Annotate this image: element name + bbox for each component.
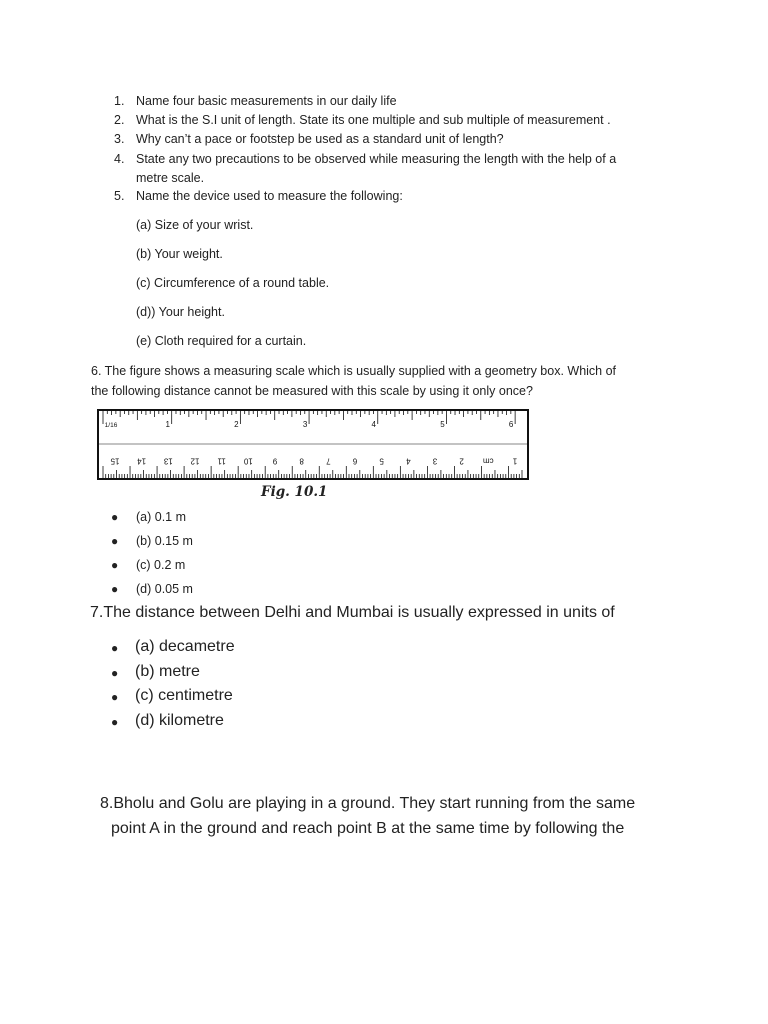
ruler-inch-label: 6 bbox=[508, 420, 514, 429]
question-text: Name four basic measurements in our daily life bbox=[136, 94, 397, 108]
ruler-inch-label: 5 bbox=[440, 420, 445, 429]
q5-option: (a) Size of your wrist. bbox=[136, 218, 254, 232]
ruler-cm-label: 9 bbox=[272, 456, 278, 466]
ruler-cm-label: 1 bbox=[512, 456, 518, 466]
question-text: Name the device used to measure the following: bbox=[136, 189, 403, 203]
ruler-inch-label: 3 bbox=[302, 420, 308, 429]
ruler-cm-label: cm bbox=[482, 456, 494, 466]
q6-option: (d) 0.05 m bbox=[136, 582, 193, 596]
ruler-cm-label: 10 bbox=[243, 456, 253, 466]
q5-option: (e) Cloth required for a curtain. bbox=[136, 334, 307, 348]
ruler-cm-label: 14 bbox=[137, 456, 147, 466]
ruler-cm-label: 6 bbox=[352, 456, 358, 466]
ruler-cm-label: 15 bbox=[110, 456, 120, 466]
bullet-icon: ● bbox=[111, 641, 119, 655]
q6-option: (c) 0.2 m bbox=[136, 558, 186, 572]
ruler-outline bbox=[98, 410, 528, 479]
ruler-cm-label: 3 bbox=[432, 456, 438, 466]
question-text: Why can’t a pace or footstep be used as a standard unit of length? bbox=[136, 132, 504, 146]
question-number: 5. bbox=[114, 189, 125, 203]
q7-option: (b) metre bbox=[135, 663, 200, 680]
question-8-text: 8.Bholu and Golu are playing in a ground. They start running from the same bbox=[100, 795, 636, 812]
question-text: State any two precautions to be observed while measuring the length with the help of a bbox=[136, 152, 617, 166]
ruler-cm-label: 8 bbox=[299, 456, 304, 466]
question-6-text-continued: the following distance cannot be measured with this scale by using it only once? bbox=[91, 384, 533, 398]
q5-option: (d)) Your height. bbox=[136, 305, 225, 319]
bullet-icon: ● bbox=[111, 690, 119, 704]
ruler-figure bbox=[97, 409, 529, 480]
question-number: 4. bbox=[114, 152, 125, 166]
question-text: What is the S.I unit of length. State its one multiple and sub multiple of measurement . bbox=[136, 113, 611, 127]
q7-option: (a) decametre bbox=[135, 638, 235, 655]
question-7-text: 7.The distance between Delhi and Mumbai is usually expressed in units of bbox=[90, 604, 615, 621]
ruler-inch-label: 1 bbox=[165, 420, 170, 429]
question-number: 3. bbox=[114, 132, 125, 146]
q7-option: (d) kilometre bbox=[135, 712, 224, 729]
bullet-icon: ● bbox=[111, 510, 119, 524]
ruler-inch-label: 4 bbox=[371, 420, 376, 429]
ruler-cm-label: 5 bbox=[379, 456, 384, 466]
ruler-inch-label: 2 bbox=[234, 420, 239, 429]
question-number: 1. bbox=[114, 94, 125, 108]
ruler-inch-label: 1/16 bbox=[104, 422, 118, 429]
ruler-cm-label: 12 bbox=[190, 456, 200, 466]
question-8-text-continued: point A in the ground and reach point B at the same time by following the bbox=[111, 820, 625, 837]
question-number: 2. bbox=[114, 113, 125, 127]
question-6-text: 6. The figure shows a measuring scale which is usually supplied with a geometry box. Which of bbox=[91, 364, 617, 378]
bullet-icon: ● bbox=[111, 715, 119, 729]
ruler-cm-label: 4 bbox=[406, 456, 411, 466]
q6-option: (b) 0.15 m bbox=[136, 534, 193, 548]
ruler-cm-label: 2 bbox=[459, 456, 464, 466]
bullet-icon: ● bbox=[111, 666, 119, 680]
bullet-icon: ● bbox=[111, 582, 119, 596]
ruler-cm-label: 11 bbox=[217, 456, 226, 466]
bullet-icon: ● bbox=[111, 558, 119, 572]
q5-option: (b) Your weight. bbox=[136, 247, 223, 261]
ruler-cm-label: 13 bbox=[163, 456, 173, 466]
bullet-icon: ● bbox=[111, 534, 119, 548]
q5-option: (c) Circumference of a round table. bbox=[136, 276, 330, 290]
figure-caption: Fig. 10.1 bbox=[261, 484, 328, 500]
question-text-continued: metre scale. bbox=[136, 171, 205, 185]
q6-option: (a) 0.1 m bbox=[136, 510, 187, 524]
q7-option: (c) centimetre bbox=[135, 687, 233, 704]
ruler-cm-label: 7 bbox=[326, 456, 331, 466]
